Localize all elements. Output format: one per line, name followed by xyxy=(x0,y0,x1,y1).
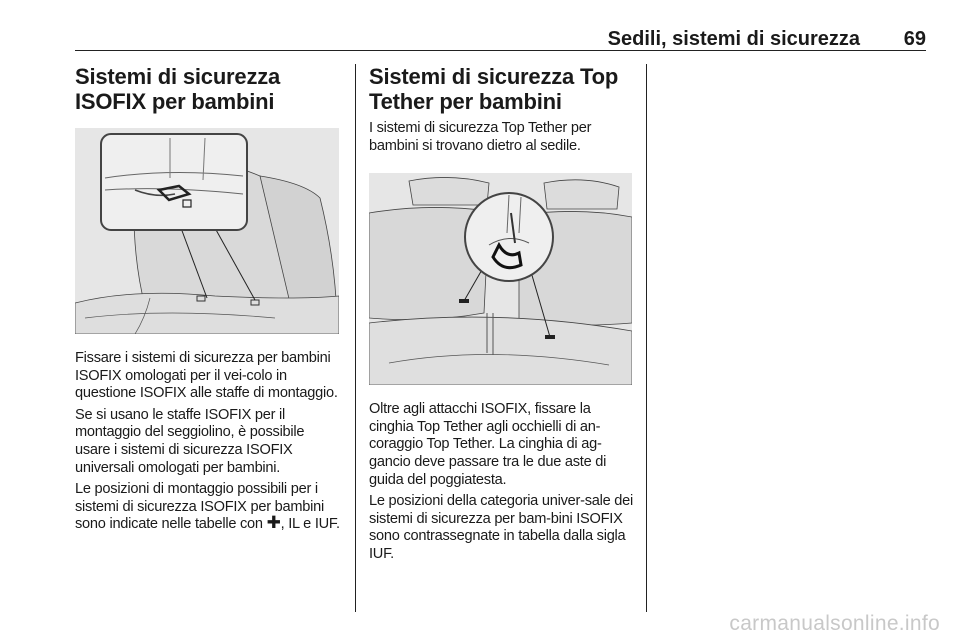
isofix-paragraph-2: Se si usano le staffe ISOFIX per il montaggio del seggiolino, è possibile usare i sistemi di sicurezza ISOFIX universali omologati per bambini. xyxy=(75,406,305,476)
top-tether-heading: Sistemi di sicurezza Top Tether per bambini xyxy=(369,64,619,114)
isofix-section xyxy=(75,64,342,538)
top-tether-paragraph-1: Oltre agli attacchi ISOFIX, fissare la cinghia Top Tether agli occhielli di an-coraggio Top Tether. La cinghia di ag-gancio deve passare tra le due aste di guida del poggiatesta. xyxy=(369,401,607,488)
column-divider-left xyxy=(355,64,356,612)
plus-symbol-icon: ✚ xyxy=(266,513,281,533)
isofix-heading: Sistemi di sicurezza ISOFIX per bambini xyxy=(75,64,281,114)
isofix-figure xyxy=(75,128,339,334)
top-tether-paragraph-2: Le posizioni della categoria univer-sale dei sistemi di sicurezza per bam-bini ISOFIX sono contrassegnate in tabella dalla sigla IUF. xyxy=(369,493,634,562)
top-tether-section xyxy=(369,64,633,568)
isofix-paragraph-3-tail: , IL e IUF. xyxy=(280,516,340,533)
isofix-paragraph-1: Fissare i sistemi di sicurezza per bambini ISOFIX omologati per il vei-colo in questione ISOFIX alle staffe di montaggio. xyxy=(75,350,338,402)
top-tether-figure xyxy=(369,173,632,385)
page-number: 69 xyxy=(903,28,926,50)
column-divider-right xyxy=(646,64,647,612)
isofix-seat-illustration-icon xyxy=(75,128,339,334)
top-tether-intro: I sistemi di sicurezza Top Tether per bambini si trovano dietro al sedile. xyxy=(369,120,592,154)
running-header-title: Sedili, sistemi di sicurezza xyxy=(607,28,860,50)
isofix-paragraph-3-text: Le posizioni di montaggio possibili per i sistemi di sicurezza ISOFIX per bambini sono indicate nelle tabelle con xyxy=(75,481,324,533)
header-rule xyxy=(75,50,926,51)
top-tether-seat-illustration-icon xyxy=(369,173,632,385)
watermark: carmanualsonline.info xyxy=(729,612,940,635)
isofix-paragraph-3 xyxy=(75,481,342,534)
